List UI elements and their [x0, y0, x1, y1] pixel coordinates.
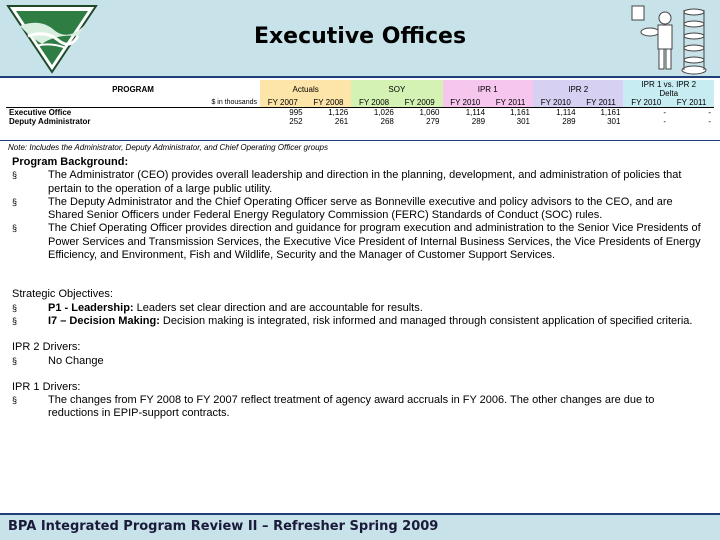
table-rule	[0, 140, 720, 141]
objective-text: Decision making is integrated, risk informed and managed through consistent application of specified criteria.	[159, 314, 693, 327]
list-item-text: No Change	[48, 354, 104, 367]
table-cell: 995	[289, 108, 303, 117]
year-header: FY 2011	[579, 98, 624, 108]
year-header: FY 2008	[306, 98, 352, 108]
bullet-icon: §	[12, 395, 18, 406]
table-cell: 1,161	[600, 108, 621, 117]
year-header: FY 2010	[623, 98, 669, 108]
footer-text: BPA Integrated Program Review II – Refresher Spring 2009	[8, 519, 439, 534]
list-item-text: The Deputy Administrator and the Chief Operating Officer serve as Bonneville executive and policy advisors to the CEO, and are Shared Senior Officers under Federal Energy Regulatory Commission (FERC) Standards of Conduct (SOC) rules.	[48, 195, 673, 222]
list-item	[12, 222, 702, 262]
list-item	[12, 169, 702, 196]
slide-title: Executive Offices	[253, 24, 467, 49]
table-cell: 1,026	[373, 108, 394, 117]
table-cell: 1,161	[509, 108, 530, 117]
slide-body	[12, 156, 702, 421]
table-cell: 268	[380, 117, 394, 126]
list-item	[12, 355, 702, 368]
objective-name: P1 - Leadership:	[48, 301, 134, 314]
list-item	[12, 196, 702, 223]
row-label: Executive Office	[9, 108, 72, 117]
bullet-icon: §	[12, 355, 18, 366]
year-header: FY 2010	[443, 98, 489, 108]
header-rule	[0, 76, 720, 78]
soy-header: SOY	[351, 80, 442, 98]
table-cell: 1,126	[328, 108, 349, 117]
bullet-icon: §	[12, 223, 18, 234]
worker-with-coins-icon	[628, 2, 712, 76]
actuals-header: Actuals	[260, 80, 351, 98]
program-column-header: PROGRAM	[112, 84, 154, 94]
objective-text: Leaders set clear direction and are accountable for results.	[133, 301, 423, 314]
list-item-text: The Chief Operating Officer provides direction and guidance for program execution and administration to the Senior Vice Presidents of Power Services and Transmission Services, the Executive Vice President of Internal Business Services, the Vice Presidents of Energy Efficiency, and Environment, Fish and Wildlife, Security and the Manager of Customer Support Services.	[48, 222, 701, 262]
footer-rule	[0, 513, 720, 515]
year-header: FY 2011	[488, 98, 533, 108]
bullet-icon: §	[12, 302, 18, 313]
row-label: Deputy Administrator	[9, 117, 91, 126]
table-note: Note: Includes the Administrator, Deputy Administrator, and Chief Operating Officer groups	[8, 143, 329, 152]
delta-header	[623, 80, 714, 98]
table-cell: 1,114	[556, 108, 576, 117]
list-item-text: The Administrator (CEO) provides overall leadership and direction in the planning, development, and administration of policies that pertain to the operation of a large public utility.	[48, 169, 682, 195]
list-item-text: The changes from FY 2008 to FY 2007 reflect treatment of agency award accruals in FY 2006. The other changes are due to reductions in EPIP-support contracts.	[48, 394, 655, 420]
table-cell: 279	[426, 117, 440, 126]
ipr2-header: IPR 2	[533, 80, 623, 98]
objective-name: I7 – Decision Making:	[48, 314, 160, 327]
ipr2-drivers-title: IPR 2 Drivers:	[12, 341, 81, 354]
year-header: FY 2010	[533, 98, 579, 108]
table-cell: -	[663, 108, 667, 117]
table-cell: 1,060	[419, 108, 440, 117]
strategic-objectives-title: Strategic Objectives:	[12, 288, 113, 301]
table-row	[6, 117, 714, 126]
table-cell: 289	[471, 117, 486, 126]
delta-header-line2: Delta	[659, 89, 679, 98]
year-header: FY 2011	[669, 98, 714, 108]
table-cell: -	[663, 117, 667, 126]
table-cell: 261	[334, 117, 349, 126]
year-header: FY 2007	[260, 98, 306, 108]
table-cell: 301	[607, 117, 621, 126]
table-cell: -	[708, 117, 711, 126]
list-item	[12, 302, 702, 315]
year-header: FY 2008	[351, 98, 397, 108]
table-cell: 301	[516, 117, 530, 126]
table-cell: 252	[289, 117, 303, 126]
ipr1-drivers-title: IPR 1 Drivers:	[12, 380, 81, 393]
program-table	[6, 80, 714, 126]
table-cell: -	[708, 108, 711, 117]
bullet-icon: §	[12, 196, 18, 207]
table-cell: 289	[562, 117, 576, 126]
table-cell: 1,114	[465, 108, 486, 117]
delta-header-line1: IPR 1 vs. IPR 2	[641, 80, 697, 89]
bullet-icon: §	[12, 315, 18, 326]
list-item	[12, 394, 702, 421]
ipr1-header: IPR 1	[443, 80, 533, 98]
units-label: $ in thousands	[6, 98, 260, 108]
year-header: FY 2009	[397, 98, 443, 108]
bullet-icon: §	[12, 170, 18, 181]
program-background-title: Program Background:	[12, 156, 129, 168]
table-row	[6, 108, 714, 118]
list-item	[12, 315, 702, 328]
